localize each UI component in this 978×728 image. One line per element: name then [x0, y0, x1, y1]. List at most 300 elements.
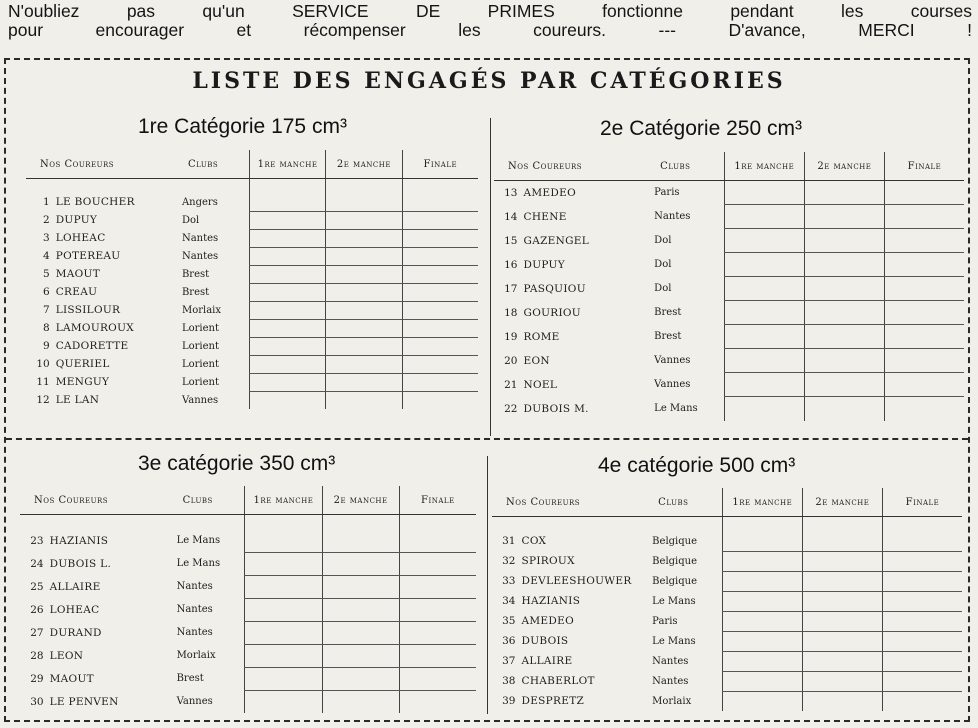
rider-number: 3 — [43, 232, 50, 244]
manche-2-cell[interactable] — [326, 391, 402, 409]
manche-1-cell[interactable] — [245, 552, 322, 575]
rider-name: LISSILOUR — [55, 304, 121, 316]
rider-row — [20, 529, 476, 552]
rider-name: QUERIEL — [55, 358, 110, 370]
finale-cell[interactable] — [884, 205, 964, 229]
rider-name: DUPUY — [55, 214, 98, 226]
rider-row — [20, 644, 476, 667]
finale-cell[interactable] — [402, 355, 478, 373]
rider-name: COX — [521, 535, 547, 547]
header-manche-1: 1re manche — [722, 488, 802, 517]
rider-name: POTEREAU — [55, 250, 121, 262]
finale-cell[interactable] — [399, 690, 476, 713]
manche-2-cell[interactable] — [326, 301, 402, 319]
rider-row — [494, 229, 964, 253]
section-divider — [6, 438, 968, 440]
rider-row — [494, 373, 964, 397]
rider-club: Dol — [654, 235, 672, 246]
finale-cell[interactable] — [399, 644, 476, 667]
rider-club: Brest — [176, 673, 204, 684]
manche-1-cell[interactable] — [724, 253, 804, 277]
finale-cell[interactable] — [399, 552, 476, 575]
manche-2-cell[interactable] — [322, 644, 399, 667]
finale-cell[interactable] — [882, 571, 962, 591]
rider-row — [494, 277, 964, 301]
rider-row — [20, 552, 476, 575]
rider-club: Brest — [181, 268, 210, 280]
manche-1-cell[interactable] — [722, 551, 802, 571]
manche-2-cell[interactable] — [322, 598, 399, 621]
finale-cell[interactable] — [884, 373, 964, 397]
manche-2-cell[interactable] — [802, 551, 882, 571]
rider-club: Nantes — [181, 250, 219, 262]
rider-club: Brest — [654, 331, 682, 342]
rider-number: 1 — [43, 196, 50, 208]
manche-1-cell[interactable] — [249, 193, 325, 211]
rider-name: DUBOIS L. — [49, 557, 112, 570]
rider-number: 33 — [502, 575, 516, 587]
manche-2-cell[interactable] — [804, 301, 884, 325]
finale-cell[interactable] — [884, 253, 964, 277]
manche-1-cell[interactable] — [249, 229, 325, 247]
manche-1-cell[interactable] — [724, 397, 804, 421]
rider-club: Angers — [181, 196, 218, 208]
rider-name: PASQUIOU — [523, 282, 586, 295]
header-coureurs: Nos Coureurs — [494, 152, 654, 181]
rider-name: DUBOIS — [521, 635, 569, 647]
manche-1-cell[interactable] — [722, 611, 802, 631]
finale-cell[interactable] — [884, 397, 964, 421]
rider-club: Nantes — [176, 581, 213, 592]
rider-name: HAZIANIS — [521, 595, 581, 607]
header-finale: Finale — [399, 486, 476, 515]
finale-cell[interactable] — [399, 529, 476, 552]
rider-name: LOHEAC — [55, 232, 106, 244]
rider-club: Paris — [654, 187, 680, 199]
header-clubs: Clubs — [652, 488, 722, 517]
manche-1-cell[interactable] — [249, 247, 325, 265]
finale-cell[interactable] — [884, 301, 964, 325]
rider-club: Le Mans — [654, 403, 698, 414]
rider-row — [26, 337, 478, 355]
rider-club: Dol — [654, 259, 672, 270]
finale-cell[interactable] — [882, 551, 962, 571]
manche-1-cell[interactable] — [249, 301, 325, 319]
rider-row — [492, 691, 962, 711]
rider-number: 18 — [504, 306, 518, 319]
rider-row — [494, 205, 964, 229]
rider-row — [26, 229, 478, 247]
manche-2-cell[interactable] — [322, 575, 399, 598]
rider-row — [492, 551, 962, 571]
manche-1-cell[interactable] — [245, 575, 322, 598]
rider-number: 30 — [30, 695, 44, 708]
header-manche-2: 2e manche — [802, 488, 882, 517]
manche-2-cell[interactable] — [326, 193, 402, 211]
finale-cell[interactable] — [402, 247, 478, 265]
manche-2-cell[interactable] — [322, 690, 399, 713]
rider-number: 6 — [43, 286, 50, 298]
category-title-4: 4e catégorie 500 cm³ — [598, 454, 796, 477]
rider-number: 25 — [30, 580, 44, 593]
manche-2-cell[interactable] — [326, 283, 402, 301]
rider-club: Le Mans — [176, 558, 221, 569]
table-spacer-row — [26, 179, 478, 194]
rider-number: 2 — [43, 214, 50, 226]
rider-number: 19 — [504, 330, 518, 343]
manche-1-cell[interactable] — [249, 337, 325, 355]
manche-2-cell[interactable] — [322, 667, 399, 690]
rider-row — [492, 591, 962, 611]
finale-cell[interactable] — [882, 671, 962, 691]
finale-cell[interactable] — [399, 575, 476, 598]
rider-row — [26, 391, 478, 409]
manche-1-cell[interactable] — [722, 571, 802, 591]
rider-number: 8 — [43, 322, 50, 334]
rider-row — [26, 211, 478, 229]
finale-cell[interactable] — [402, 301, 478, 319]
table-spacer-row — [20, 515, 476, 530]
rider-name: LOHEAC — [49, 603, 100, 616]
manche-1-cell[interactable] — [245, 621, 322, 644]
rider-number: 24 — [30, 557, 44, 570]
rider-club: Paris — [652, 615, 678, 627]
manche-1-cell[interactable] — [722, 651, 802, 671]
manche-2-cell[interactable] — [804, 253, 884, 277]
manche-2-cell[interactable] — [326, 229, 402, 247]
rider-number: 15 — [504, 234, 518, 247]
header-manche-2: 2e manche — [804, 152, 884, 181]
finale-cell[interactable] — [882, 611, 962, 631]
finale-cell[interactable] — [884, 349, 964, 373]
rider-row — [26, 265, 478, 283]
manche-2-cell[interactable] — [322, 621, 399, 644]
manche-2-cell[interactable] — [326, 319, 402, 337]
manche-2-cell[interactable] — [804, 397, 884, 421]
manche-2-cell[interactable] — [326, 211, 402, 229]
finale-cell[interactable] — [399, 598, 476, 621]
finale-cell[interactable] — [399, 621, 476, 644]
rider-row — [26, 373, 478, 391]
manche-2-cell[interactable] — [802, 671, 882, 691]
rider-club: Vannes — [181, 394, 219, 406]
rider-name: MAOUT — [49, 672, 94, 685]
rider-club: Nantes — [654, 211, 691, 222]
rider-number: 36 — [502, 635, 516, 647]
rider-club: Lorient — [181, 358, 219, 370]
manche-1-cell[interactable] — [245, 644, 322, 667]
rider-number: 32 — [502, 555, 516, 567]
rider-club: Lorient — [181, 340, 219, 352]
rider-club: Nantes — [176, 604, 213, 615]
rider-name: LE PENVEN — [49, 695, 119, 708]
finale-cell[interactable] — [402, 229, 478, 247]
manche-2-cell[interactable] — [322, 552, 399, 575]
rider-row — [494, 349, 964, 373]
rider-club: Brest — [181, 286, 210, 298]
table-header-row — [26, 150, 478, 179]
manche-1-cell[interactable] — [245, 690, 322, 713]
category-title-2: 2e Catégorie 250 cm³ — [600, 117, 802, 140]
rider-name: NOEL — [523, 378, 558, 391]
rider-row — [492, 631, 962, 651]
finale-cell[interactable] — [884, 277, 964, 301]
finale-cell[interactable] — [884, 229, 964, 253]
rider-club: Belgique — [652, 555, 697, 567]
manche-2-cell[interactable] — [802, 591, 882, 611]
manche-1-cell[interactable] — [724, 181, 804, 205]
rider-name: AMEDEO — [523, 186, 576, 199]
rider-number: 31 — [502, 535, 516, 547]
header-clubs: Clubs — [177, 486, 245, 515]
manche-2-cell[interactable] — [804, 277, 884, 301]
rider-name: DEVLEESHOUWER — [521, 575, 632, 587]
finale-cell[interactable] — [402, 373, 478, 391]
manche-1-cell[interactable] — [249, 355, 325, 373]
finale-cell[interactable] — [399, 667, 476, 690]
manche-2-cell[interactable] — [326, 373, 402, 391]
rider-club: Vannes — [654, 355, 691, 366]
rider-row — [20, 575, 476, 598]
rider-row — [494, 325, 964, 349]
finale-cell[interactable] — [882, 531, 962, 551]
finale-cell[interactable] — [402, 391, 478, 409]
manche-2-cell[interactable] — [802, 531, 882, 551]
manche-1-cell[interactable] — [724, 301, 804, 325]
rider-club: Morlaix — [652, 695, 692, 707]
manche-2-cell[interactable] — [804, 349, 884, 373]
manche-2-cell[interactable] — [326, 265, 402, 283]
table-header-row — [492, 488, 962, 517]
table-header-row — [494, 152, 964, 181]
rider-row — [492, 571, 962, 591]
rider-number: 17 — [504, 282, 518, 295]
rider-name: DESPRETZ — [521, 695, 585, 707]
rider-number: 22 — [504, 402, 518, 415]
primes-notice — [8, 2, 972, 40]
header-coureurs: Nos Coureurs — [492, 488, 652, 517]
manche-1-cell[interactable] — [724, 373, 804, 397]
rider-row — [494, 253, 964, 277]
notice-line-1: N'oubliez pas qu'un SERVICE DE PRIMES fonctionne pendant les courses — [8, 1, 972, 21]
manche-1-cell[interactable] — [249, 265, 325, 283]
finale-cell[interactable] — [882, 691, 962, 711]
rider-row — [492, 611, 962, 631]
finale-cell[interactable] — [884, 181, 964, 205]
finale-cell[interactable] — [884, 325, 964, 349]
rider-number: 20 — [504, 354, 518, 367]
manche-1-cell[interactable] — [245, 667, 322, 690]
rider-name: ROME — [523, 330, 560, 343]
table-spacer-row — [492, 517, 962, 532]
header-clubs: Clubs — [654, 152, 724, 181]
category-table-3 — [20, 486, 476, 713]
manche-2-cell[interactable] — [804, 325, 884, 349]
rider-club: Dol — [181, 214, 200, 226]
rider-club: Morlaix — [176, 650, 216, 661]
category-table-2 — [494, 152, 964, 421]
category-table-4 — [492, 488, 962, 711]
manche-1-cell[interactable] — [722, 631, 802, 651]
rider-row — [492, 531, 962, 551]
manche-2-cell[interactable] — [326, 355, 402, 373]
finale-cell[interactable] — [402, 337, 478, 355]
rider-number: 7 — [43, 304, 50, 316]
rider-number: 14 — [504, 210, 518, 223]
manche-1-cell[interactable] — [724, 349, 804, 373]
finale-cell[interactable] — [402, 211, 478, 229]
header-manche-1: 1re manche — [249, 150, 325, 179]
rider-name: SPIROUX — [521, 555, 575, 567]
header-coureurs: Nos Coureurs — [26, 150, 182, 179]
rider-number: 13 — [504, 186, 518, 199]
manche-1-cell[interactable] — [724, 277, 804, 301]
manche-1-cell[interactable] — [249, 319, 325, 337]
category-title-1: 1re Catégorie 175 cm³ — [138, 115, 347, 138]
rider-number: 10 — [36, 358, 50, 370]
rider-number: 26 — [30, 603, 44, 616]
header-finale: Finale — [402, 150, 478, 179]
rider-number: 34 — [502, 595, 516, 607]
finale-cell[interactable] — [882, 591, 962, 611]
finale-cell[interactable] — [402, 283, 478, 301]
rider-club: Morlaix — [181, 304, 221, 316]
rider-name: HAZIANIS — [49, 534, 109, 547]
manche-2-cell[interactable] — [802, 571, 882, 591]
rider-row — [26, 247, 478, 265]
manche-2-cell[interactable] — [804, 373, 884, 397]
rider-row — [20, 598, 476, 621]
rider-name: CHENE — [523, 210, 567, 223]
manche-2-cell[interactable] — [802, 651, 882, 671]
manche-1-cell[interactable] — [249, 283, 325, 301]
rider-name: AMEDEO — [521, 615, 574, 627]
manche-2-cell[interactable] — [802, 691, 882, 711]
header-finale: Finale — [884, 152, 964, 181]
header-manche-1: 1re manche — [245, 486, 322, 515]
header-finale: Finale — [882, 488, 962, 517]
rider-name: LEON — [49, 649, 84, 662]
rider-name: DUPUY — [523, 258, 565, 271]
manche-2-cell[interactable] — [802, 611, 882, 631]
rider-number: 38 — [502, 675, 516, 687]
category-table-1 — [26, 150, 478, 409]
rider-club: Lorient — [181, 376, 219, 388]
manche-2-cell[interactable] — [804, 205, 884, 229]
manche-2-cell[interactable] — [322, 529, 399, 552]
rider-club: Vannes — [654, 379, 691, 390]
rider-number: 21 — [504, 378, 518, 391]
column-divider-bottom — [487, 456, 488, 714]
rider-row — [494, 397, 964, 421]
manche-1-cell[interactable] — [722, 591, 802, 611]
rider-number: 28 — [30, 649, 44, 662]
rider-club: Dol — [654, 283, 672, 294]
rider-row — [494, 301, 964, 325]
rider-club: Belgique — [652, 535, 697, 547]
finale-cell[interactable] — [882, 631, 962, 651]
rider-name: LE BOUCHER — [55, 196, 135, 208]
rider-row — [20, 621, 476, 644]
finale-cell[interactable] — [882, 651, 962, 671]
rider-number: 27 — [30, 626, 44, 639]
rider-club: Le Mans — [176, 535, 221, 546]
rider-row — [20, 667, 476, 690]
rider-name: CHABERLOT — [521, 675, 595, 687]
header-manche-2: 2e manche — [322, 486, 399, 515]
rider-number: 37 — [502, 655, 516, 667]
manche-1-cell[interactable] — [249, 373, 325, 391]
rider-name: GAZENGEL — [523, 234, 590, 247]
rider-number: 12 — [36, 394, 50, 406]
rider-name: MENGUY — [55, 376, 110, 388]
manche-1-cell[interactable] — [724, 205, 804, 229]
header-manche-1: 1re manche — [724, 152, 804, 181]
manche-1-cell[interactable] — [722, 531, 802, 551]
rider-number: 5 — [43, 268, 50, 280]
rider-name: DUBOIS M. — [523, 402, 589, 415]
manche-1-cell[interactable] — [724, 229, 804, 253]
manche-2-cell[interactable] — [326, 247, 402, 265]
rider-number: 35 — [502, 615, 516, 627]
manche-1-cell[interactable] — [245, 529, 322, 552]
manche-2-cell[interactable] — [326, 337, 402, 355]
header-coureurs: Nos Coureurs — [20, 486, 177, 515]
rider-row — [26, 193, 478, 211]
rider-row — [26, 355, 478, 373]
header-manche-2: 2e manche — [326, 150, 402, 179]
finale-cell[interactable] — [402, 319, 478, 337]
rider-name: CADORETTE — [55, 340, 129, 352]
rider-row — [494, 181, 964, 205]
manche-1-cell[interactable] — [245, 598, 322, 621]
manche-1-cell[interactable] — [722, 691, 802, 711]
rider-club: Belgique — [652, 575, 697, 587]
rider-name: ALLAIRE — [521, 655, 573, 667]
manche-1-cell[interactable] — [724, 325, 804, 349]
rider-name: LE LAN — [55, 394, 100, 406]
rider-number: 16 — [504, 258, 518, 271]
manche-2-cell[interactable] — [804, 181, 884, 205]
manche-2-cell[interactable] — [804, 229, 884, 253]
rider-row — [492, 651, 962, 671]
notice-line-2: pour encourager et récompenser les coureurs. --- D'avance, MERCI ! — [8, 20, 972, 40]
manche-2-cell[interactable] — [802, 631, 882, 651]
finale-cell[interactable] — [402, 193, 478, 211]
rider-row — [492, 671, 962, 691]
rider-number: 11 — [36, 376, 50, 388]
table-header-row — [20, 486, 476, 515]
rider-name: EON — [523, 354, 550, 367]
rider-club: Brest — [654, 307, 682, 318]
rider-row — [26, 301, 478, 319]
header-clubs: Clubs — [182, 150, 249, 179]
rider-club: Vannes — [176, 696, 213, 707]
rider-row — [20, 690, 476, 713]
rider-club: Nantes — [652, 675, 689, 687]
rider-club: Nantes — [176, 627, 213, 638]
rider-number: 4 — [43, 250, 50, 262]
rider-club: Lorient — [181, 322, 219, 334]
manche-1-cell[interactable] — [249, 211, 325, 229]
manche-1-cell[interactable] — [722, 671, 802, 691]
rider-row — [26, 319, 478, 337]
rider-name: ALLAIRE — [49, 580, 101, 593]
manche-1-cell[interactable] — [249, 391, 325, 409]
finale-cell[interactable] — [402, 265, 478, 283]
column-divider-top — [490, 118, 491, 436]
rider-name: CREAU — [55, 286, 98, 298]
